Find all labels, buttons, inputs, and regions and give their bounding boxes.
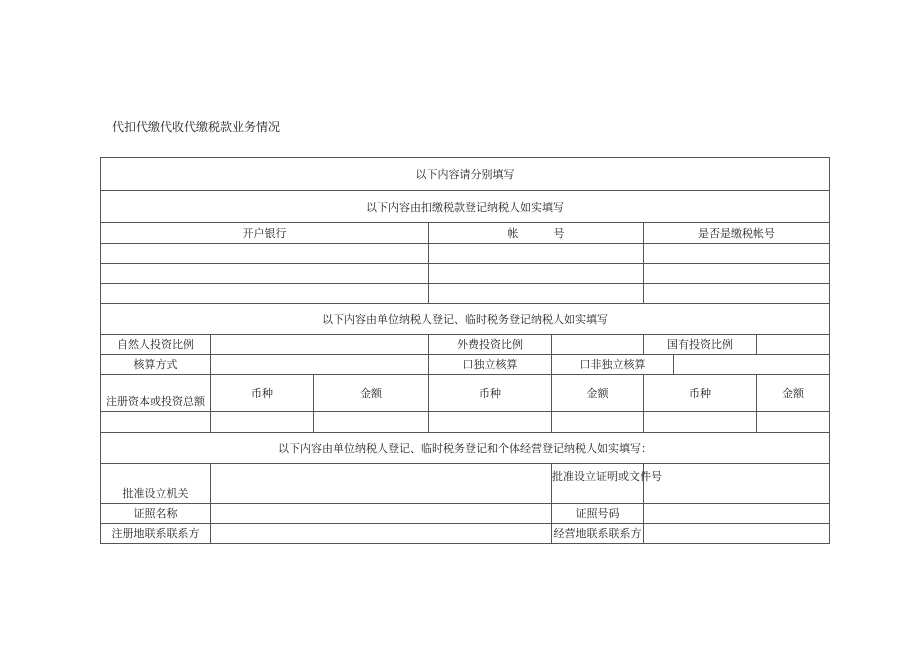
accounting-spacer: [211, 355, 429, 375]
is-tax-account-cell[interactable]: [644, 264, 830, 284]
capital-spacer: [101, 412, 211, 433]
currency-cell[interactable]: [429, 412, 552, 433]
is-tax-account-cell[interactable]: [644, 244, 830, 264]
amount-cell[interactable]: [757, 412, 830, 433]
currency-header: 币种: [429, 375, 552, 412]
currency-cell[interactable]: [644, 412, 757, 433]
form-table: [100, 157, 830, 544]
currency-header: 币种: [211, 375, 314, 412]
account-cell[interactable]: [429, 244, 644, 264]
amount-header: 金额: [757, 375, 830, 412]
section-fill-header: 以下内容请分别填写: [101, 158, 830, 191]
currency-header: 币种: [644, 375, 757, 412]
natural-person-ratio-value[interactable]: [211, 335, 429, 355]
bank-header: 开户银行: [101, 223, 429, 244]
state-ratio-label: 国有投资比例: [644, 335, 757, 355]
section-unit-temp-header: 以下内容由单位纳税人登记、临时税务登记纳税人如实填写: [101, 304, 830, 335]
business-contact-value[interactable]: [644, 524, 830, 544]
account-cell[interactable]: [429, 284, 644, 304]
business-contact-label: 经营地联系联系方: [552, 524, 644, 544]
approval-certificate-value[interactable]: [644, 464, 830, 504]
amount-cell[interactable]: [314, 412, 429, 433]
license-name-value[interactable]: [211, 504, 552, 524]
page-title: 代扣代缴代收代缴税款业务情况: [112, 120, 281, 134]
license-name-label: 证照名称: [101, 504, 211, 524]
account-cell[interactable]: [429, 264, 644, 284]
license-number-value[interactable]: [644, 504, 830, 524]
is-tax-account-header: 是否是缴税帐号: [644, 223, 830, 244]
section-withholding-header: 以下内容由扣缴税款登记纳税人如实填写: [101, 191, 830, 223]
bank-cell[interactable]: [101, 284, 429, 304]
amount-cell[interactable]: [552, 412, 644, 433]
natural-person-ratio-label: 自然人投资比例: [101, 335, 211, 355]
tax-form: [100, 157, 829, 547]
approval-agency-label: 批准设立机关: [101, 464, 211, 504]
section-unit-temp-individual-header: 以下内容由单位纳税人登记、临时税务登记和个体经营登记纳税人如实填写：: [101, 433, 830, 464]
state-ratio-value[interactable]: [757, 335, 830, 355]
accounting-spacer: [674, 355, 830, 375]
amount-header: 金额: [552, 375, 644, 412]
registered-contact-value[interactable]: [211, 524, 552, 544]
approval-agency-value[interactable]: [211, 464, 552, 504]
accounting-method-label: 核算方式: [101, 355, 211, 375]
currency-cell[interactable]: [211, 412, 314, 433]
account-header: 帐 号: [429, 223, 644, 244]
bank-cell[interactable]: [101, 264, 429, 284]
independent-accounting-option[interactable]: 口独立核算: [429, 355, 552, 375]
license-number-label: 证照号码: [552, 504, 644, 524]
foreign-ratio-value[interactable]: [552, 335, 644, 355]
approval-certificate-label: 批准设立证明或文件号: [552, 464, 644, 504]
is-tax-account-cell[interactable]: [644, 284, 830, 304]
amount-header: 金额: [314, 375, 429, 412]
registered-contact-label: 注册地联系联系方: [101, 524, 211, 544]
non-independent-accounting-option[interactable]: 口非独立核算: [552, 355, 674, 375]
registered-capital-label: 注册资本或投资总额: [101, 375, 211, 412]
foreign-ratio-label: 外费投资比例: [429, 335, 552, 355]
bank-cell[interactable]: [101, 244, 429, 264]
